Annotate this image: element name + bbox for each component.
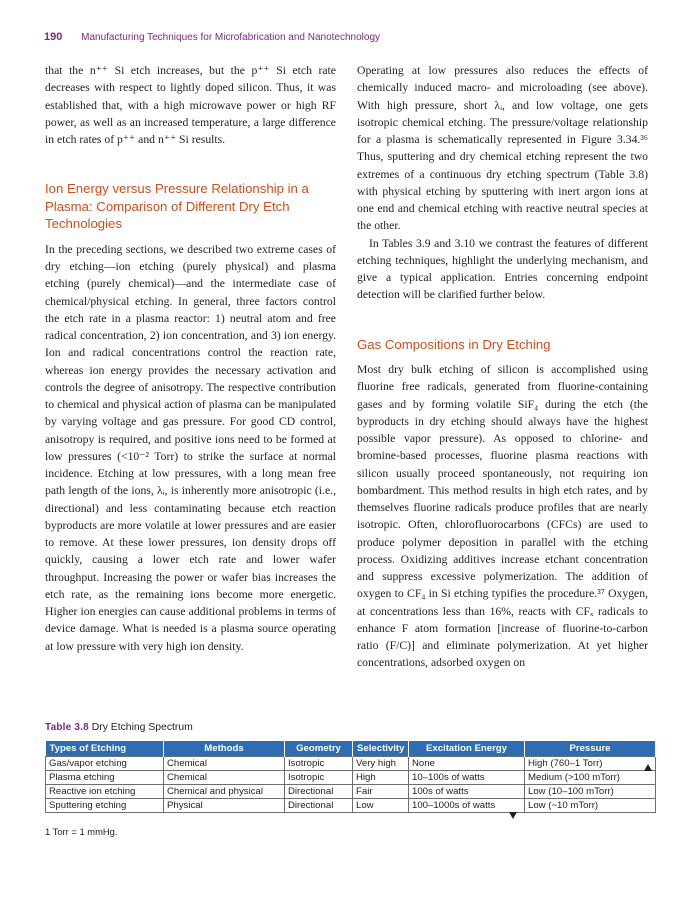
table-cell: None [409,757,525,771]
paragraph-gas-compositions: Most dry bulk etching of silicon is accomplished using fluorine free radicals, generated from fluorine-containing gases and by forming volatile SiF₄ during the etch (the byproducts in dry etching should always have the highest possible vapor pressure). As opposed to chlorine- and bromine-based processes, fluorine plasma reactions with silicon usually proceed spontaneously, not requiring ion bombardment. This method results in high etch rates, and by themselves fluorine radicals produce profiles that are nearly isotropic. Often, chlorofluorocarbons (CFCs) are used to produce polymer deposition in parallel with the etching process. Oxidizing additives increase etchant concentration and suppress excessive polymerization. The addition of oxygen to CF₄ in Si etching typifies the procedure.³⁷ Oxygen, at concentrations less than 16%, reacts with CFₓ radicals to enhance F atom formation [increase of fluorine-to-carbon ratio (F/C)] and eliminate polymerization. At yet higher concentrations, adsorbed oxygen on [357,363,648,670]
paragraph-tables: In Tables 3.9 and 3.10 we contrast the features of different etching techniques, highlight the underlying mechanism, and give a typical application. Entries concerning endpoint detection will be clarified further below. [357,236,648,302]
table-row [46,799,656,813]
table-cell: Reactive ion etching [46,785,164,799]
table-cell: 10–100s of watts [409,771,525,785]
column-header: Geometry [285,741,353,757]
column-header: Excitation Energy [409,741,525,757]
column-header: Types of Etching [46,741,164,757]
table-caption [45,722,193,733]
table-cell: Chemical [164,771,285,785]
table-cell: Sputtering etching [46,799,164,813]
table-cell: Directional [285,785,353,799]
table-cell: Gas/vapor etching [46,757,164,771]
paragraph-continued: that the n⁺⁺ Si etch increases, but the p⁺⁺ Si etch rate decreases with respect to lightly doped silicon. Thus, it was established that, with a high microwave power or high RF power, as well as an increased temperature, a large difference in etch rates of p⁺⁺ and n⁺⁺ Si results. [45,64,336,146]
table-cell: Isotropic [285,771,353,785]
right-column [357,62,648,672]
table-footnote: 1 Torr = 1 mmHg. [45,826,118,837]
table-title: Dry Etching Spectrum [91,722,193,733]
table-header-row [46,741,656,757]
paragraph-low-pressure: Operating at low pressures also reduces the effects of chemically induced macro- and microloading (see above). With high pressure, short λᵢ, and low voltage, one gets isotropic chemical etching. The pressure/voltage relationship for a plasma is schematically represented in Figure 3.34.³⁶ Thus, sputtering and dry chemical etching represent the two extremes of a continuous dry etching spectrum (Table 3.8) with physical etching by sputtering with inert argon ions at one end and chemical etching with reactive neutral species at the other. [357,64,648,233]
table-cell: Physical [164,799,285,813]
table-cell: Very high [353,757,409,771]
table-cell: Isotropic [285,757,353,771]
dry-etching-spectrum-table [45,741,656,813]
section-heading-gas-compositions: Gas Compositions in Dry Etching [357,336,551,352]
table-row [46,771,656,785]
table-label: Table 3.8 [45,722,89,733]
running-title: Manufacturing Techniques for Microfabrication and Nanotechnology [81,32,381,43]
table-cell: Low [353,799,409,813]
paragraph-ion-energy: In the preceding sections, we described two extreme cases of dry etching—ion etching (purely physical) and plasma etching (purely chemical)—and the intermediate case of chemical/physical etching. In general, three factors control the etch rate in a plasma reactor: 1) neutral atom and free radical concentration, 2) ion concentration, and 3) ion energy. Ion and radical concentrations control the reaction rate, whereas ion energy provides the necessary activation and controls the degree of anisotropy. The respective contribution to chemical and physical action of plasma can be manipulated by varying voltage and gas pressure. For good CD control, anisotropy is required, and positive ions need to be formed at low pressures (<10⁻² Torr) to strike the surface at normal incidence. Etching at low pressures, with a long mean free path length of the ions, λᵢ, is inherently more anisotropic (i.e., directional) and less contaminating because etch reaction byproducts are more volatile at lower pressures and are easier to remove. At these lower pressures, ion density drops off quickly, causing a lower etch rate and lower wafer throughput. Increasing the power or wafer bias increases the etch rate, as the remaining ions become more energetic. Higher ion energies can cause additional problems in terms of device damage. What is needed is a plasma source operating at low pressure with very high ion density. [45,242,336,653]
table-cell: Low (10–100 mTorr) [525,785,656,799]
table-cell: 100–1000s of watts [409,799,525,813]
table-cell: 100s of watts [409,785,525,799]
left-column [45,62,336,655]
column-header: Methods [164,741,285,757]
arrow-down-icon [509,812,517,819]
table-cell: Plasma etching [46,771,164,785]
table-cell: Medium (>100 mTorr) [525,771,656,785]
section-heading-ion-energy: Ion Energy versus Pressure Relationship in a Plasma: Comparison of Different Dry Etch Technologies [45,181,309,232]
table-cell: Low (~10 mTorr) [525,799,656,813]
table-row [46,785,656,799]
table-cell: Chemical and physical [164,785,285,799]
column-header: Selectivity [353,741,409,757]
table-cell: High (760–1 Torr) [525,757,656,771]
page-number: 190 [44,31,63,43]
table-cell: Directional [285,799,353,813]
running-header [44,31,380,43]
table-cell: High [353,771,409,785]
table-cell: Chemical [164,757,285,771]
column-header: Pressure [525,741,656,757]
table-cell: Fair [353,785,409,799]
table-row [46,757,656,771]
